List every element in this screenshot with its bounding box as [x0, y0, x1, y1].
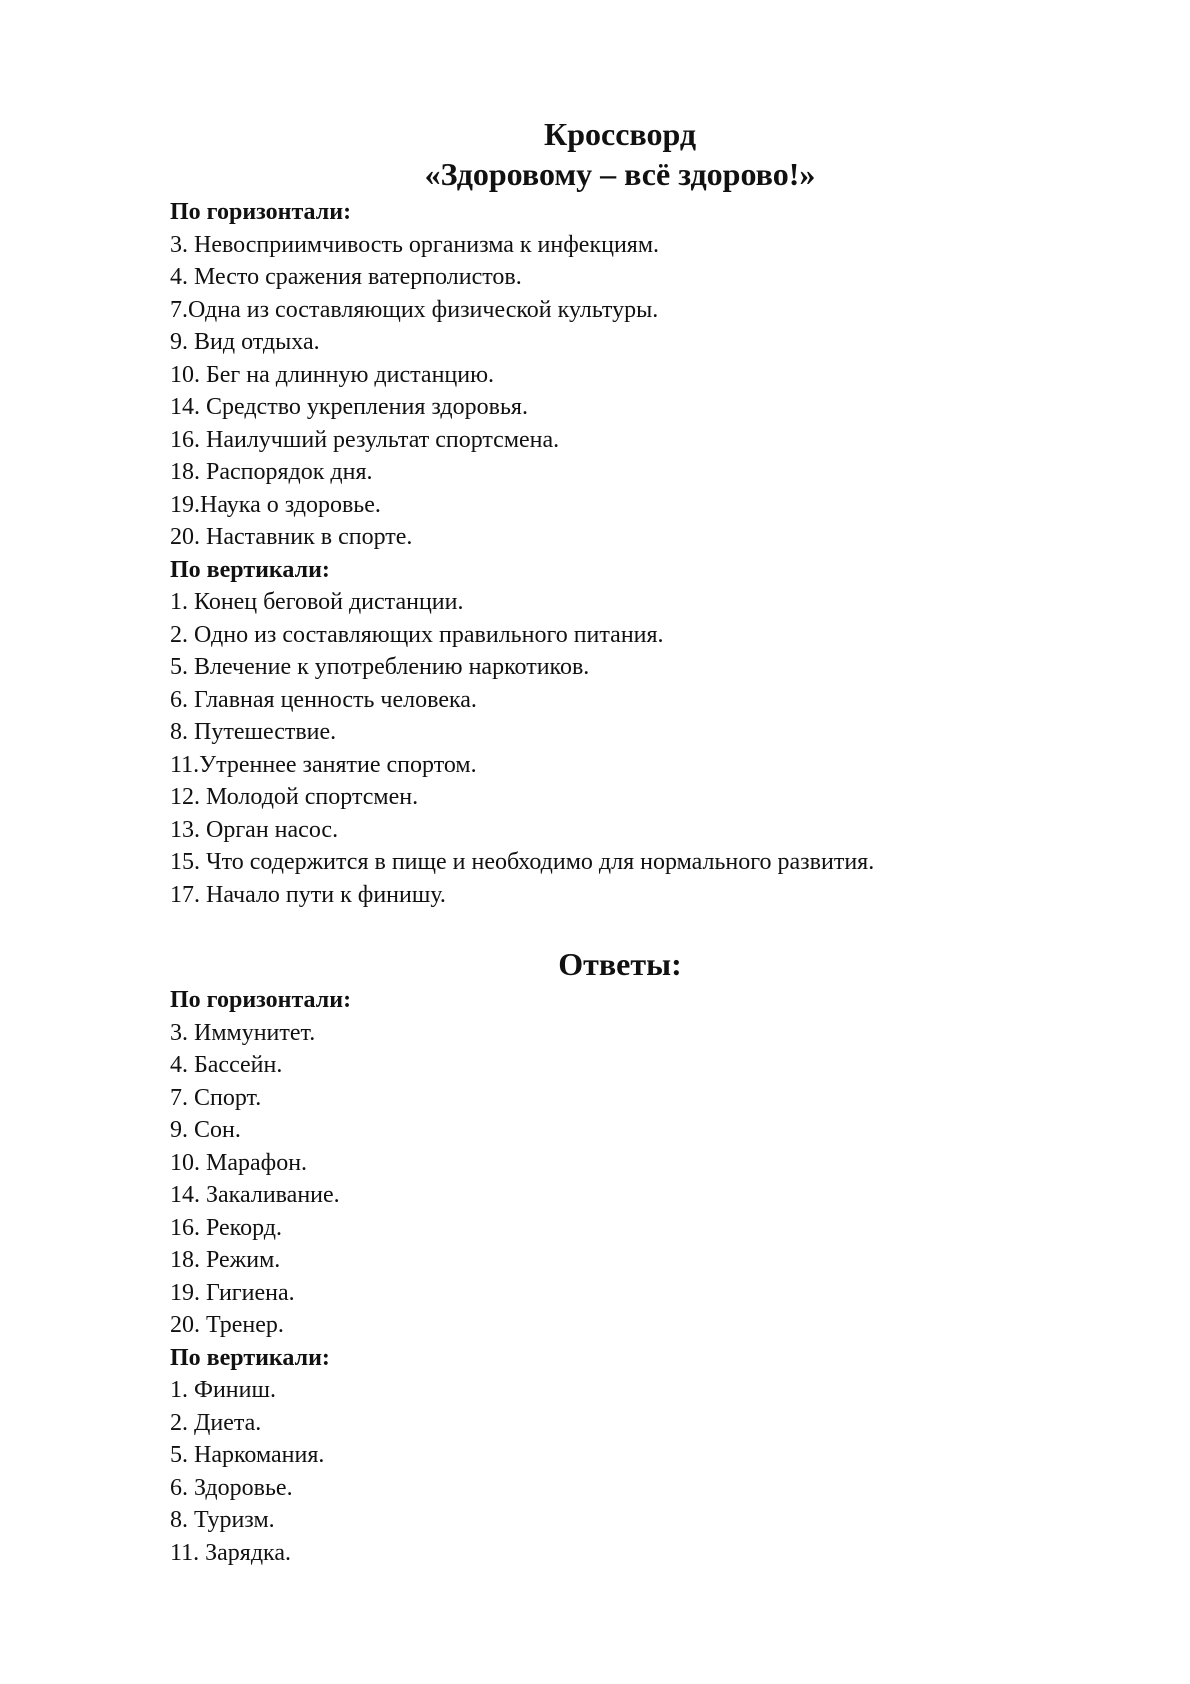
answer-item: 18. Режим.	[170, 1247, 281, 1273]
answer-item: 16. Рекорд.	[170, 1214, 283, 1241]
question-item: 14. Средство укрепления здоровья.	[170, 394, 528, 420]
answer-item: 20. Тренер.	[170, 1312, 284, 1338]
answers-horizontal-list	[170, 1017, 1070, 1342]
question-item: 1. Конец беговой дистанции.	[170, 589, 464, 615]
answers-vertical-list	[170, 1374, 1070, 1569]
answer-item: 11. Зарядка.	[170, 1539, 291, 1566]
questions-horizontal-list	[170, 229, 1070, 554]
question-item: 15. Что содержится в пище и необходимо для нормального развития.	[170, 849, 875, 875]
questions-vertical-list	[170, 586, 1070, 911]
page-subtitle: «Здоровому – всё здорово!»	[424, 156, 816, 192]
answer-item: 8. Туризм.	[170, 1507, 275, 1533]
question-item: 17. Начало пути к финишу.	[170, 881, 446, 908]
questions-horizontal-heading: По горизонтали:	[170, 199, 352, 225]
answer-item: 7. Спорт.	[170, 1084, 262, 1111]
question-item: 3. Невосприимчивость организма к инфекциям.	[170, 231, 660, 258]
answer-item: 4. Бассейн.	[170, 1052, 283, 1078]
question-item: 10. Бег на длинную дистанцию.	[170, 361, 495, 388]
question-item: 16. Наилучший результат спортсмена.	[170, 426, 560, 453]
question-item: 13. Орган насос.	[170, 816, 339, 843]
answer-item: 6. Здоровье.	[170, 1474, 293, 1501]
answer-item: 2. Диета.	[170, 1409, 262, 1436]
answers-horizontal-heading: По горизонтали:	[170, 987, 352, 1013]
answer-item: 1. Финиш.	[170, 1377, 276, 1403]
question-item: 9. Вид отдыха.	[170, 329, 320, 355]
question-item: 11.Утреннее занятие спортом.	[170, 751, 477, 778]
answer-item: 3. Иммунитет.	[170, 1019, 316, 1046]
answers-vertical-heading: По вертикали:	[170, 1344, 330, 1371]
answer-item: 10. Марафон.	[170, 1149, 308, 1176]
question-item: 18. Распорядок дня.	[170, 459, 373, 485]
page-title: Кроссворд	[543, 116, 697, 152]
title-block	[0, 114, 1190, 194]
question-item: 4. Место сражения ватерполистов.	[170, 264, 522, 290]
answer-item: 9. Сон.	[170, 1117, 241, 1143]
question-item: 12. Молодой спортсмен.	[170, 784, 419, 810]
question-item: 6. Главная ценность человека.	[170, 686, 477, 713]
answers-section	[170, 984, 1070, 1569]
question-item: 8. Путешествие.	[170, 719, 337, 745]
question-item: 20. Наставник в спорте.	[170, 524, 413, 550]
answer-item: 19. Гигиена.	[170, 1279, 295, 1306]
question-item: 19.Наука о здоровье.	[170, 491, 381, 518]
question-item: 5. Влечение к употреблению наркотиков.	[170, 654, 590, 680]
answer-item: 14. Закаливание.	[170, 1182, 340, 1208]
answers-title: Ответы:	[558, 946, 682, 982]
question-item: 7.Одна из составляющих физической культуры.	[170, 296, 659, 323]
questions-vertical-heading: По вертикали:	[170, 556, 330, 583]
answer-item: 5. Наркомания.	[170, 1442, 325, 1468]
question-item: 2. Одно из составляющих правильного питания.	[170, 621, 664, 648]
questions-section	[170, 196, 1070, 911]
